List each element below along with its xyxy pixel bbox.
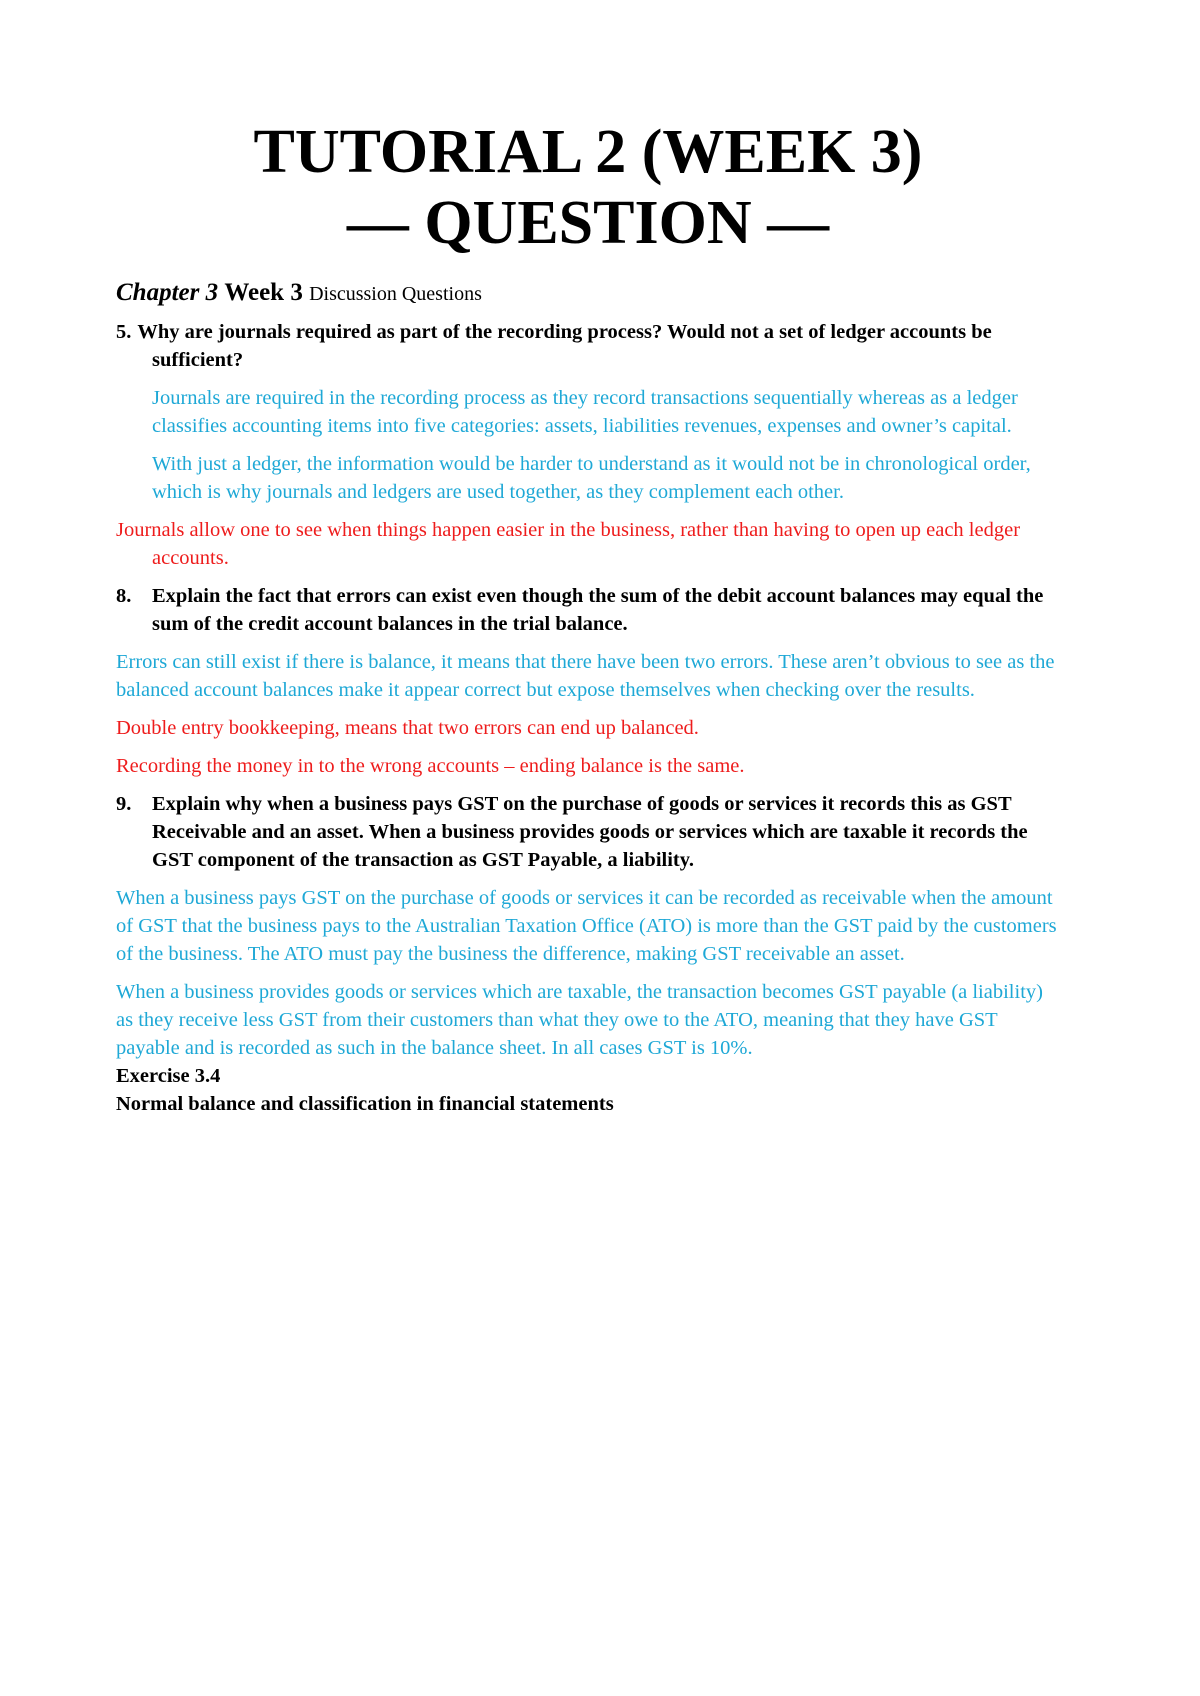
answer-paragraph: Recording the money in to the wrong accounts – ending balance is the same. [116,755,745,777]
question-text: Explain why when a business pays GST on the purchase of goods or services it records this as GST Receivable and an asset. When a business provides goods or services which are taxable it records the GST component of the transaction as GST Payable, a liability. [152,793,1028,871]
page-title [116,0,1060,259]
answer-paragraph: With just a ledger, the information would be harder to understand as it would not be in chronological order, which is why journals and ledgers are used together, as they complement each other. [152,453,1031,503]
exercise-label: Exercise 3.4 [116,1065,221,1087]
answer-paragraph: When a business provides goods or services which are taxable, the transaction becomes GST payable (a liability) as they receive less GST from their customers than what they owe to the ATO, meaning that they have GST payable and is recorded as such in the balance sheet. In all cases GST is 10%. [116,981,1043,1059]
question-number: 8. [116,585,132,607]
discussion-label: Discussion Questions [309,283,482,305]
answer-paragraph: Double entry bookkeeping, means that two errors can end up balanced. [116,717,699,739]
question-number: 9. [116,793,132,815]
answer-paragraph: Journals are required in the recording process as they record transactions sequentially whereas as a ledger classifies accounting items into five categories: assets, liabilities revenues, expenses and owner’s capital. [152,387,1018,437]
week-label: Week 3 [224,279,303,306]
chapter-label: Chapter 3 [116,279,219,306]
question-text: Why are journals required as part of the recording process? Would not a set of ledger accounts be sufficient? [137,321,992,371]
question-5 [116,318,1060,374]
answer-paragraph: Journals allow one to see when things happen easier in the business, rather than having to open up each ledger accounts. [116,519,1021,569]
answer-paragraph: Errors can still exist if there is balance, it means that there have been two errors. These aren’t obvious to see as the balanced account balances make it appear correct but expose themselves when checking over the results. [116,651,1055,701]
question-9 [116,790,1060,874]
question-text: Explain the fact that errors can exist even though the sum of the debit account balances may equal the sum of the credit account balances in the trial balance. [152,585,1044,635]
question-8 [116,582,1060,638]
title-line-2: — QUESTION — [346,189,830,257]
title-line-1: TUTORIAL 2 (WEEK 3) [253,118,923,186]
section-heading [116,277,1060,310]
question-number: 5. [116,321,132,343]
exercise-subtitle: Normal balance and classification in financial statements [116,1093,614,1115]
answer-paragraph: When a business pays GST on the purchase of goods or services it can be recorded as receivable when the amount of GST that the business pays to the Australian Taxation Office (ATO) is more than the GST paid by the customers of the business. The ATO must pay the business the difference, making GST receivable an asset. [116,887,1057,965]
